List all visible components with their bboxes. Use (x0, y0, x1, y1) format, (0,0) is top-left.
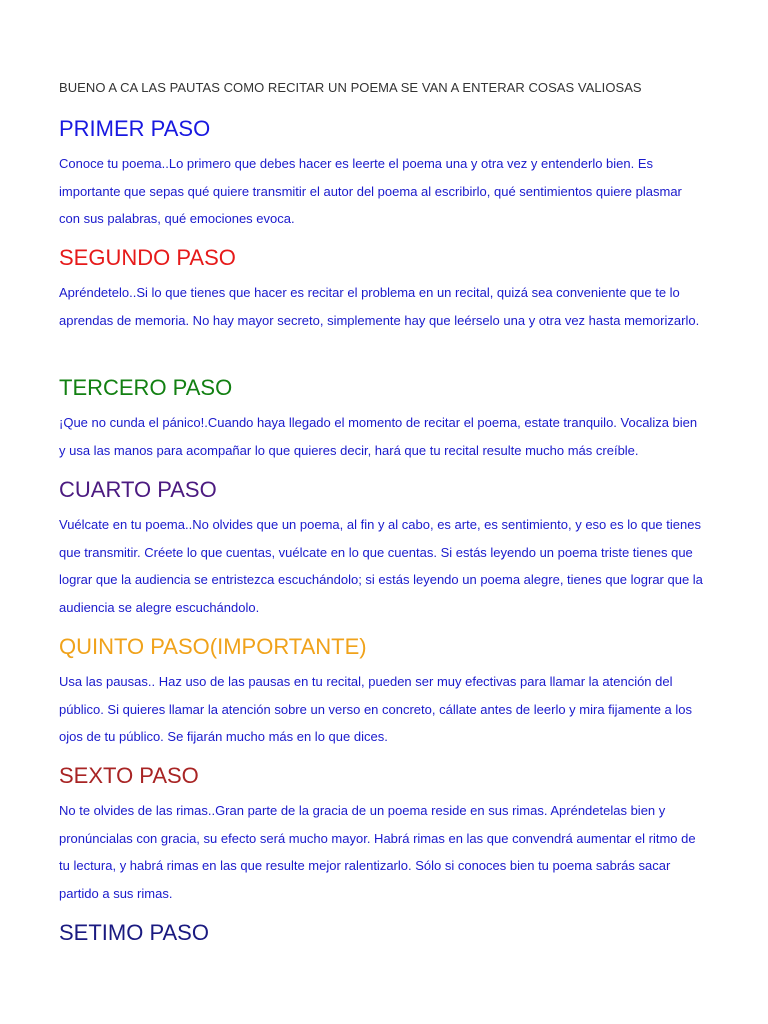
section-body: Usa las pausas.. Haz uso de las pausas en tu recital, pueden ser muy efectivas para llamar la atención del público. Si quieres llamar la atención sobre un verso en concreto, cállate antes de leerlo y mira fijamente a los ojos de tu público. Se fijarán mucho más en lo que dices. (59, 674, 693, 744)
section-quinto-paso (59, 633, 705, 751)
section-body: ¡Que no cunda el pánico!.Cuando haya llegado el momento de recitar el poema, estate tranquilo. Vocaliza bien y usa las manos para acompañar lo que quieres decir, hará que tu recital resulte mucho más creíble. (59, 415, 698, 458)
section-heading: QUINTO PASO(IMPORTANTE) (59, 634, 367, 659)
section-heading: CUARTO PASO (59, 477, 217, 502)
intro-text: BUENO A CA LAS PAUTAS COMO RECITAR UN POEMA SE VAN A ENTERAR COSAS VALIOSAS (59, 80, 642, 95)
section-cuarto-paso (59, 476, 705, 621)
section-heading: SETIMO PASO (59, 920, 209, 945)
section-setimo-paso (59, 919, 705, 947)
section-body: Vuélcate en tu poema..No olvides que un poema, al fin y al cabo, es arte, es sentimiento, y eso es lo que tienes que transmitir. Créete lo que cuentas, vuélcate en lo que cuentas. Si estás leyendo un poema triste tienes que lograr que la audiencia se entristezca escuchándolo; si estás leyendo un poema alegre, tienes que lograr que la audiencia se alegre escuchándolo. (59, 517, 703, 615)
section-segundo-paso (59, 244, 705, 334)
section-body: No te olvides de las rimas..Gran parte de la gracia de un poema reside en sus rimas. Apréndetelas bien y pronúncialas con gracia, su efecto será mucho mayor. Habrá rimas en las que convendrá aumentar el ritmo de tu lectura, y habrá rimas en las que resulte mejor ralentizarlo. Sólo si conoces bien tu poema sabrás sacar partido a sus rimas. (59, 803, 696, 901)
section-tercero-paso (59, 374, 705, 464)
section-sexto-paso (59, 762, 705, 907)
section-heading: SEXTO PASO (59, 763, 199, 788)
section-primer-paso (59, 115, 705, 233)
section-heading: PRIMER PASO (59, 116, 211, 141)
section-heading: TERCERO PASO (59, 375, 233, 400)
section-body: Apréndetelo..Si lo que tienes que hacer es recitar el problema en un recital, quizá sea conveniente que te lo aprendas de memoria. No hay mayor secreto, simplemente hay que leérselo una y otra vez hasta memorizarlo. (59, 285, 700, 328)
section-heading: SEGUNDO PASO (59, 245, 236, 270)
section-body: Conoce tu poema..Lo primero que debes hacer es leerte el poema una y otra vez y entenderlo bien. Es importante que sepas qué quiere transmitir el autor del poema al escribirlo, qué sentimientos quiere plasmar con sus palabras, qué emociones evoca. (59, 156, 682, 226)
